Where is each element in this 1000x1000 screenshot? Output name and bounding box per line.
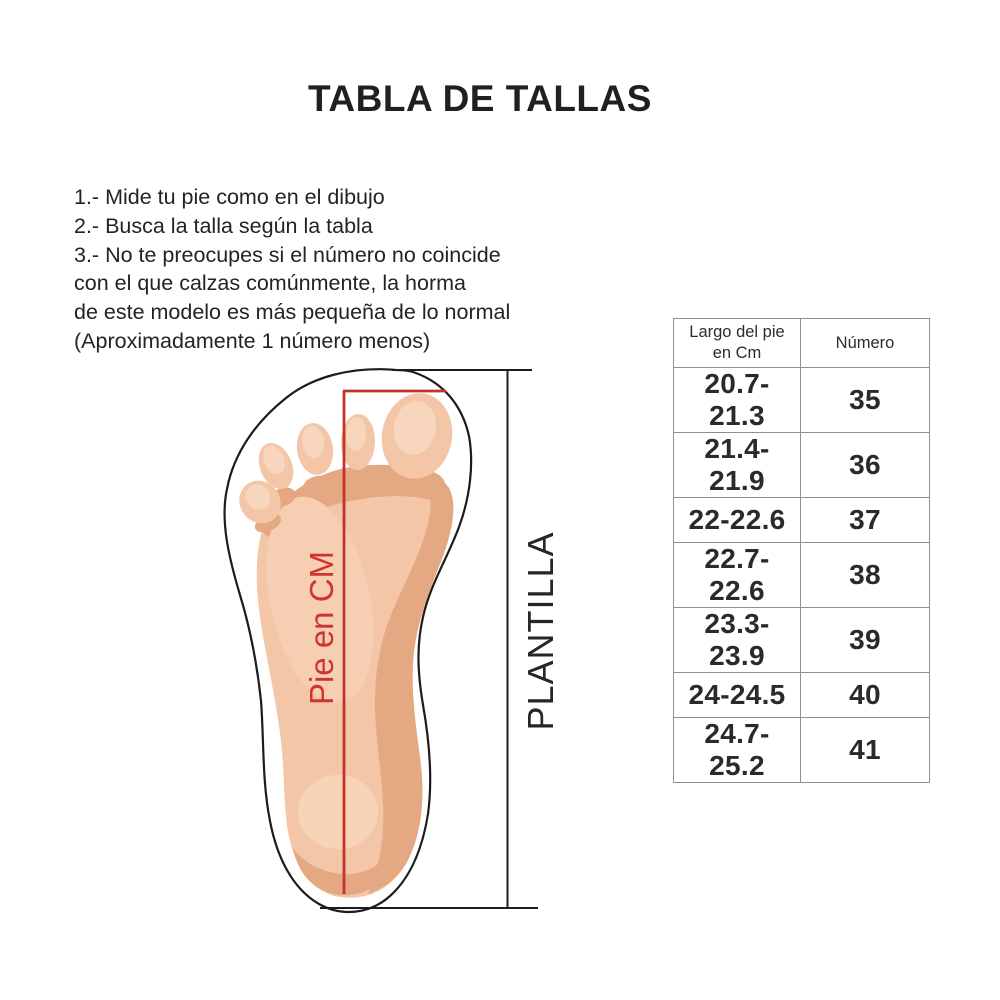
size-number-cell: 38 [801, 543, 930, 608]
size-number-cell: 36 [801, 433, 930, 498]
foot-length-cell: 22.7-22.6 [674, 543, 801, 608]
foot-measure-label: Pie en CM [303, 550, 340, 706]
column-header-foot-length: Largo del pie en Cm [674, 319, 801, 368]
table-row [674, 543, 930, 608]
instruction-line: con el que calzas comúnmente, la horma [74, 271, 466, 296]
foot-length-cell: 23.3-23.9 [674, 608, 801, 673]
size-number-cell: 40 [801, 673, 930, 718]
instruction-line: 2.- Busca la talla según la tabla [74, 213, 373, 238]
table-row [674, 718, 930, 783]
foot-length-cell: 21.4-21.9 [674, 433, 801, 498]
table-row [674, 368, 930, 433]
insole-measure-label: PLANTILLA [520, 531, 561, 731]
toe-shadow [343, 468, 371, 488]
foot-measurement-diagram [215, 355, 560, 945]
instructions-block [74, 183, 574, 356]
size-table-header-row [674, 319, 930, 368]
size-number-cell: 41 [801, 718, 930, 783]
foot-length-cell: 24.7-25.2 [674, 718, 801, 783]
table-row [674, 498, 930, 543]
table-row [674, 433, 930, 498]
page-title: TABLA DE TALLAS [308, 78, 652, 119]
instruction-line: de este modelo es más pequeña de lo normal [74, 300, 511, 325]
instruction-line: 1.- Mide tu pie como en el dibujo [74, 185, 385, 209]
table-row [674, 608, 930, 673]
size-number-cell: 39 [801, 608, 930, 673]
instruction-line: 3.- No te preocupes si el número no coincide [74, 242, 501, 267]
instruction-line: (Aproximadamente 1 número menos) [74, 328, 431, 353]
size-number-cell: 37 [801, 498, 930, 543]
size-number-cell: 35 [801, 368, 930, 433]
foot-length-cell: 24-24.5 [674, 673, 801, 718]
size-table [673, 318, 930, 783]
column-header-size-number: Número [801, 319, 930, 368]
foot-heel-highlight [298, 775, 378, 849]
table-row [674, 673, 930, 718]
foot-length-cell: 20.7-21.3 [674, 368, 801, 433]
foot-length-cell: 22-22.6 [674, 498, 801, 543]
